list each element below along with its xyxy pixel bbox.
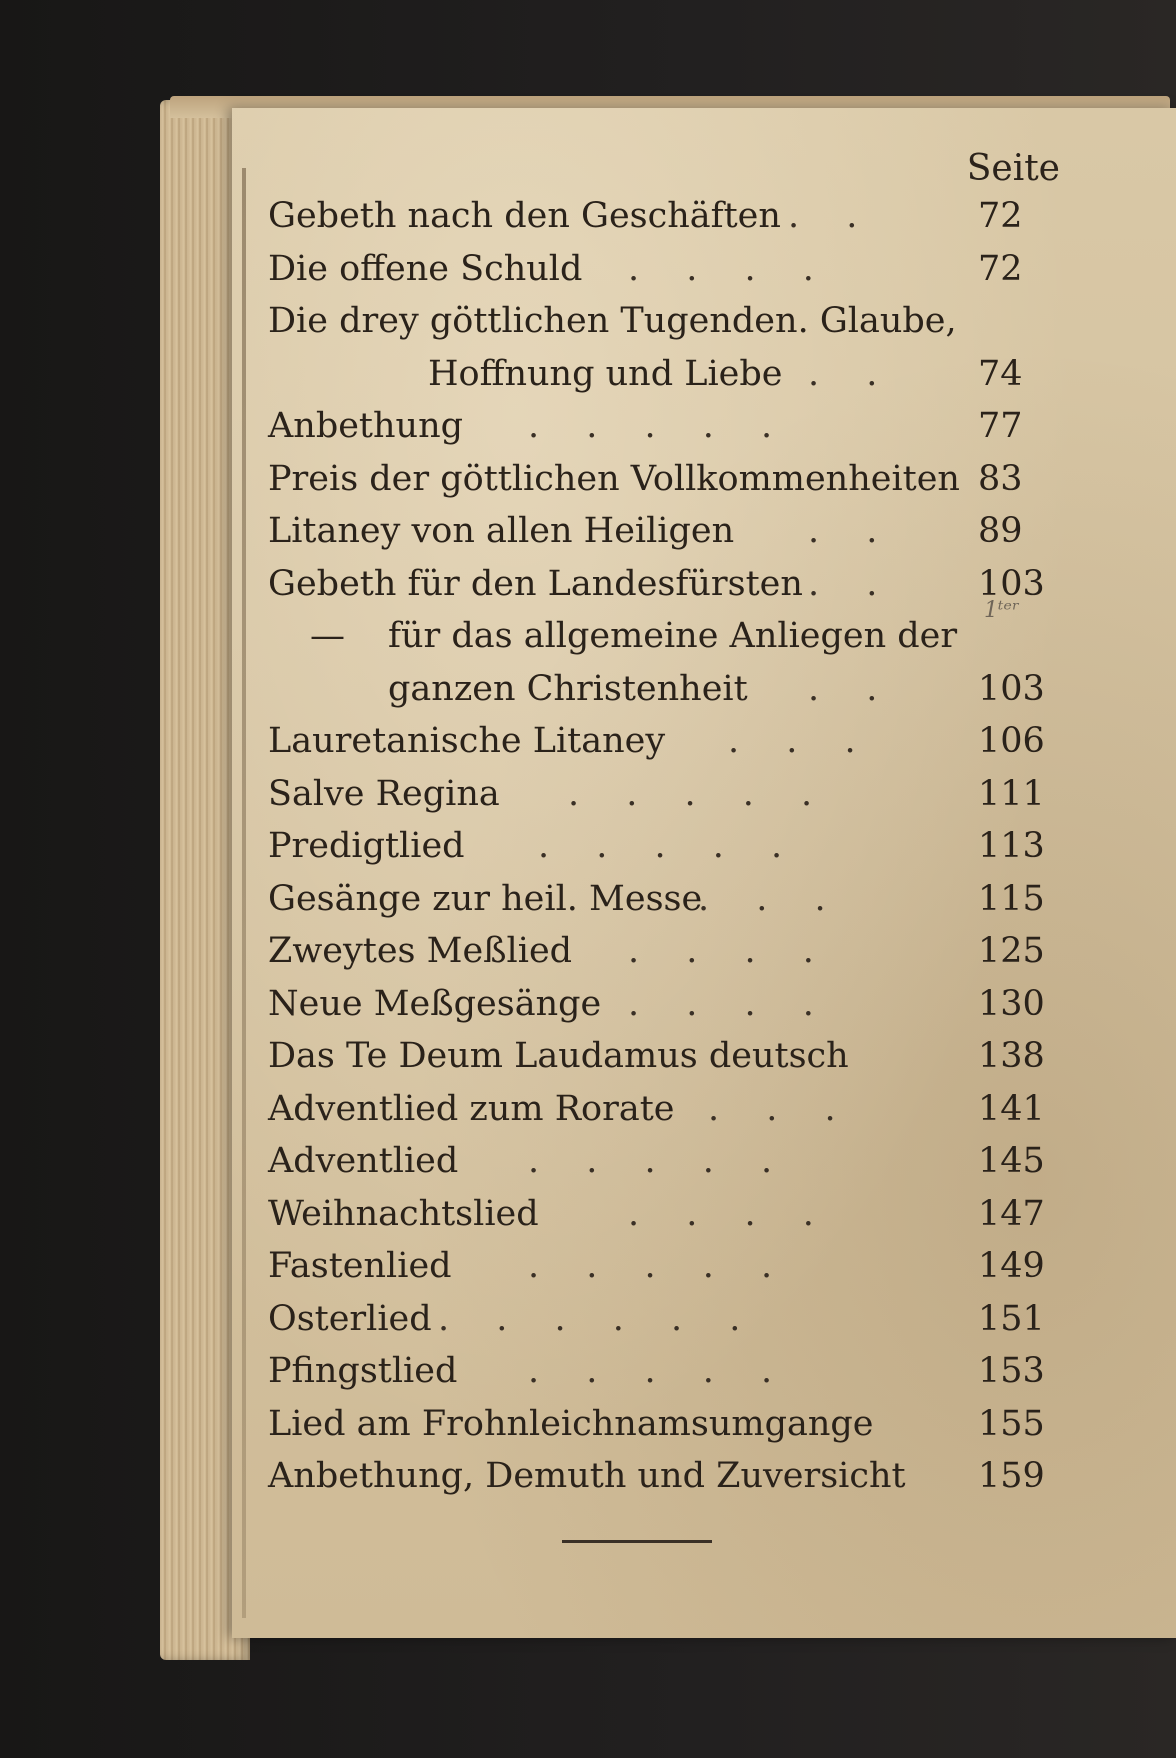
toc-entry-leader: . . . . xyxy=(628,1193,832,1234)
toc-entry xyxy=(268,925,1068,978)
toc-entry xyxy=(268,1345,1068,1398)
toc-entry xyxy=(268,558,1068,611)
toc-entry xyxy=(268,1188,1068,1241)
toc-entry xyxy=(268,663,1068,716)
toc-entry-title: Zweytes Meßlied xyxy=(268,931,573,971)
toc-entry xyxy=(268,610,1068,663)
toc-entry-title: Neue Meßgesänge xyxy=(268,983,602,1024)
toc-entry-page: 106 xyxy=(978,721,1045,761)
toc-entry-title: Anbethung, Demuth und Zuversicht xyxy=(268,1456,906,1496)
toc-entry-title: Adventlied xyxy=(268,1141,459,1181)
toc-entry xyxy=(268,1135,1068,1188)
toc-entry-page: 111 xyxy=(978,773,1045,814)
toc-entry-page: 159 xyxy=(978,1456,1045,1496)
toc-entry xyxy=(268,1398,1068,1451)
toc-entry-title: Hoffnung und Liebe xyxy=(428,353,783,394)
book-page xyxy=(232,108,1176,1638)
toc-entry-title: Preis der göttlichen Vollkommenheiten xyxy=(268,458,960,499)
toc-entry-leader: . . xyxy=(808,353,896,394)
toc-entry xyxy=(268,400,1068,453)
toc-entry-leader: . . xyxy=(808,668,896,709)
toc-entry-leader: . . . . . xyxy=(568,773,831,814)
toc-entry-page: 89 xyxy=(978,511,1023,551)
toc-entry xyxy=(268,873,1068,926)
toc-entry-page: 147 xyxy=(978,1193,1045,1234)
toc-entry-leader: . . . . . xyxy=(528,1351,791,1391)
gutter-shadow xyxy=(242,168,246,1618)
page-column-header: Seite xyxy=(966,148,1060,189)
toc-entry-title: Predigtlied xyxy=(268,826,465,866)
toc-entry-leader: . . xyxy=(808,563,896,604)
toc-entry-page: 113 xyxy=(978,826,1045,866)
toc-entry xyxy=(268,820,1068,873)
toc-entry-page: 103 xyxy=(978,668,1045,709)
toc-entry-leader: . . . . . xyxy=(528,406,791,446)
toc-entry-title: Osterlied xyxy=(268,1298,432,1339)
toc-entry-page: 155 xyxy=(978,1403,1045,1444)
toc-entry-title: ganzen Christenheit xyxy=(388,668,748,709)
toc-entry-title: Gebeth für den Landesfürsten xyxy=(268,563,803,604)
toc-entry-page: 72 xyxy=(978,248,1023,289)
toc-entry xyxy=(268,505,1068,558)
toc-entry-title: Die offene Schuld xyxy=(268,248,583,289)
table-of-contents xyxy=(268,190,1068,1503)
toc-entry xyxy=(268,1240,1068,1293)
toc-entry-page: 74 xyxy=(978,353,1023,394)
toc-entry-page: 141 xyxy=(978,1088,1045,1129)
toc-entry-leader: . . . xyxy=(728,721,874,761)
toc-entry-leader: . . . . . xyxy=(528,1246,791,1286)
toc-entry-page: 151 xyxy=(978,1298,1045,1339)
toc-entry xyxy=(268,243,1068,296)
toc-entry xyxy=(268,453,1068,506)
toc-entry-leader: . . . . . xyxy=(538,826,801,866)
toc-entry-page: 72 xyxy=(978,196,1023,236)
closing-rule xyxy=(562,1540,712,1543)
toc-entry-leader: . . . xyxy=(708,1088,854,1129)
toc-entry xyxy=(268,768,1068,821)
toc-entry-page: 130 xyxy=(978,983,1045,1024)
toc-entry-page: 115 xyxy=(978,878,1045,919)
toc-entry-page: 145 xyxy=(978,1141,1045,1181)
toc-entry-title: Lied am Frohnleichnamsumgange xyxy=(268,1403,874,1444)
toc-entry xyxy=(268,1293,1068,1346)
toc-entry xyxy=(268,1030,1068,1083)
handwritten-annotation: 1ᵗᵉʳ xyxy=(984,598,1020,623)
toc-entry xyxy=(268,1083,1068,1136)
toc-entry-title: Litaney von allen Heiligen xyxy=(268,511,735,551)
toc-entry-page: 149 xyxy=(978,1246,1045,1286)
toc-entry-page: 153 xyxy=(978,1351,1045,1391)
toc-entry-title: Adventlied zum Rorate xyxy=(268,1088,675,1129)
toc-entry-page: 83 xyxy=(978,458,1023,499)
toc-entry-leader: . . . xyxy=(698,878,844,919)
toc-entry-title: Lauretanische Litaney xyxy=(268,721,666,761)
toc-entry-title: Gebeth nach den Geschäften xyxy=(268,196,781,236)
toc-entry-page: 103 xyxy=(978,563,1045,604)
toc-entry-leader: . . . . xyxy=(628,248,832,289)
toc-entry xyxy=(268,978,1068,1031)
toc-entry-title: für das allgemeine Anliegen der xyxy=(388,616,958,656)
toc-entry xyxy=(268,715,1068,768)
toc-entry xyxy=(268,295,1068,348)
toc-entry-page: 125 xyxy=(978,931,1045,971)
toc-entry-title: Gesänge zur heil. Messe xyxy=(268,878,703,919)
toc-entry-title: Weihnachtslied xyxy=(268,1193,539,1234)
toc-entry-page: 138 xyxy=(978,1036,1045,1076)
toc-entry-leader: . . . . xyxy=(628,983,832,1024)
toc-entry-title: Das Te Deum Laudamus deutsch xyxy=(268,1036,849,1076)
toc-entry-title: Salve Regina xyxy=(268,773,500,814)
toc-entry xyxy=(268,190,1068,243)
toc-entry-leader: . . xyxy=(808,511,896,551)
toc-entry xyxy=(268,1450,1068,1503)
toc-entry-title: Die drey göttlichen Tugenden. Glaube, xyxy=(268,301,957,341)
toc-entry-leader: . . . . . xyxy=(528,1141,791,1181)
toc-entry-title: Fastenlied xyxy=(268,1246,452,1286)
toc-entry-leader: . . . . . . xyxy=(438,1298,759,1339)
toc-entry-title: Anbethung xyxy=(268,406,464,446)
toc-entry-dash: — xyxy=(310,616,345,656)
toc-entry-leader: . . xyxy=(788,196,876,236)
toc-entry-title: Pfingstlied xyxy=(268,1351,458,1391)
toc-entry-leader: . . . . xyxy=(628,931,832,971)
toc-entry xyxy=(268,348,1068,401)
toc-entry-page: 77 xyxy=(978,406,1023,446)
